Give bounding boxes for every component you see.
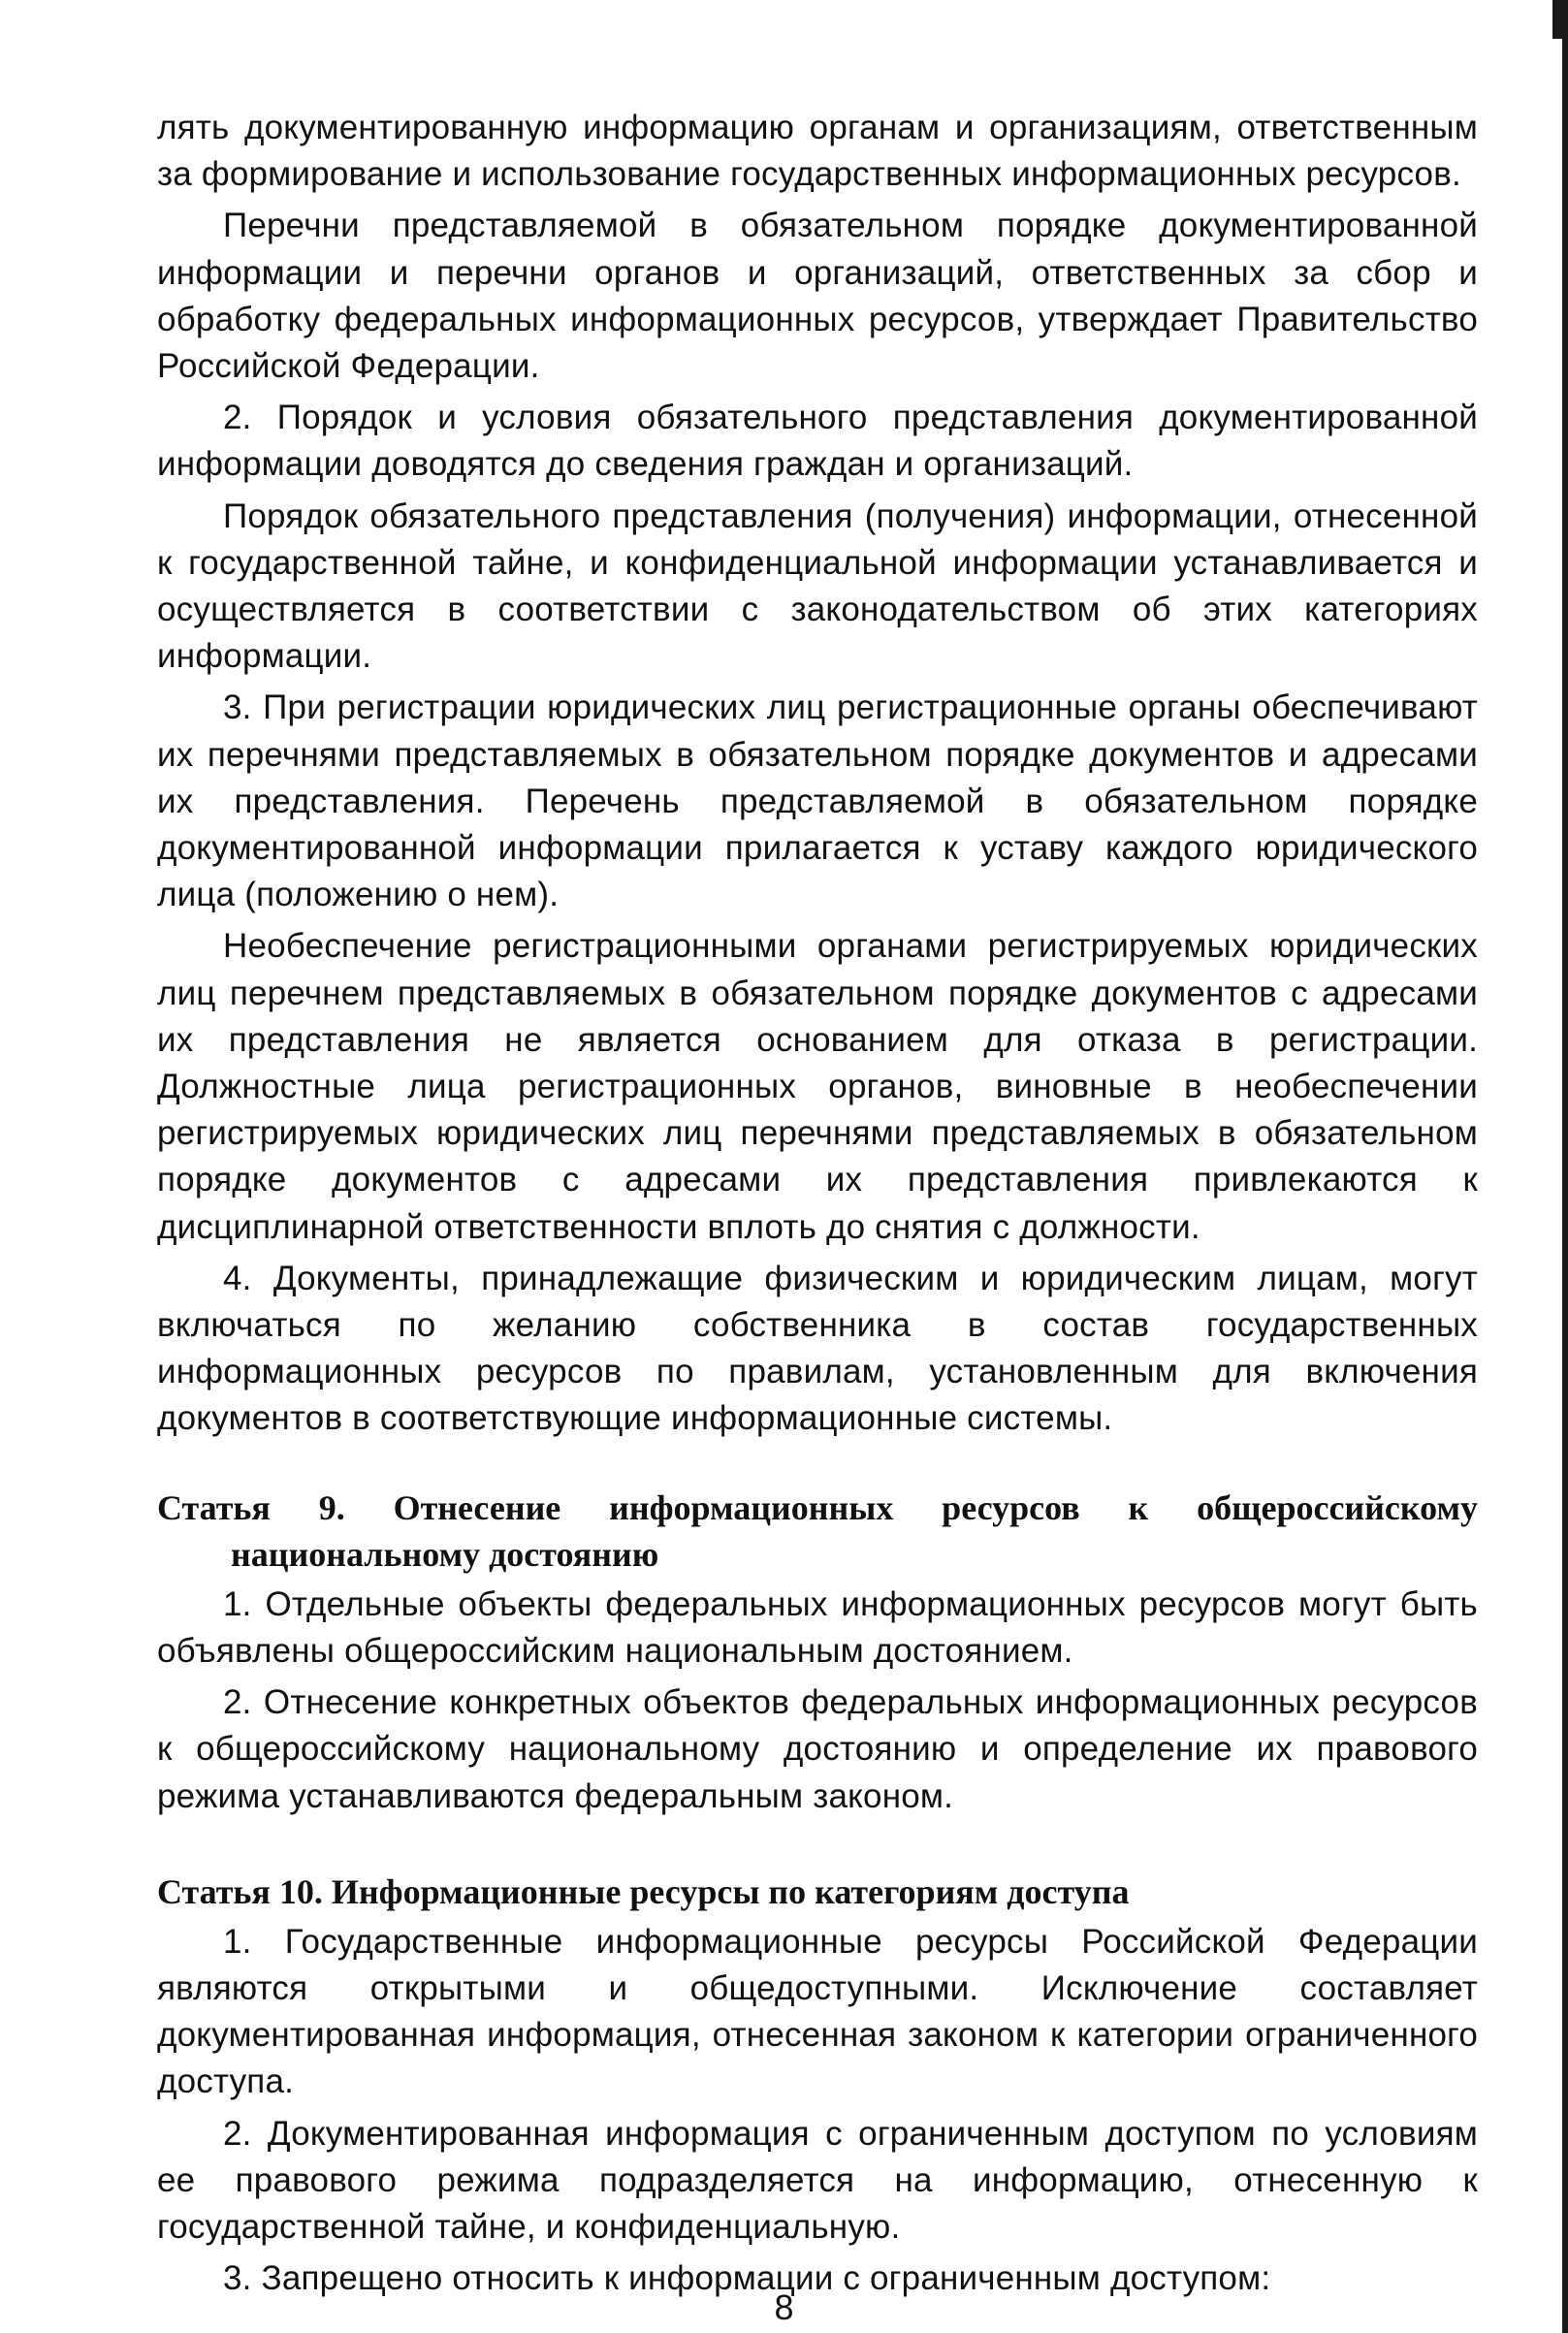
article-10-heading: Статья 10. Информационные ресурсы по категориям доступа	[157, 1871, 1130, 1911]
article-10-body	[157, 1919, 1478, 2303]
page-number: 8	[774, 2287, 794, 2327]
document-page	[157, 105, 1478, 2307]
paragraph: 3. Запрещено относить к информации с ограниченным доступом:	[223, 2259, 1271, 2298]
body-text-top	[157, 105, 1478, 1443]
scan-border	[1562, 0, 1568, 2333]
paragraph: Необеспечение регистрационными органами регистрируемых юридических лиц перечнем представляемых в обязательном порядке документов с адресами их представления не является основанием для отказа в регистрации. Должностные лица регистрационных органов, виновные в необеспечении регистрируемых юридических лиц перечнями представляемых в обязательном порядке документов с адресами их представления привлекаются к дисциплинарной ответственности вплоть до снятия с должности.	[157, 927, 1478, 1246]
paragraph: лять документированную информацию органам и организациям, ответственным за формирование и использование государственных информационных ресурсов.	[157, 109, 1478, 194]
paragraph: 4. Документы, принадлежащие физическим и юридическим лицам, могут включаться по желанию собственника в состав государственных информационных ресурсов по правилам, установленным для включения документов в соответствующие информационные системы.	[157, 1259, 1478, 1438]
article-9-body	[157, 1582, 1478, 1820]
paragraph: 2. Документированная информация с ограниченным доступом по условиям ее правового режима подразделяется на информацию, отнесенную к государственной тайне, и конфиденциальную.	[157, 2114, 1478, 2246]
scan-border-corner	[1552, 0, 1562, 39]
paragraph: 1. Государственные информационные ресурсы Российской Федерации являются открытыми и общедоступными. Исключение составляет документированная информация, отнесенная законом к категории ограниченного доступа.	[157, 1922, 1478, 2101]
paragraph: 2. Порядок и условия обязательного представления документированной информации доводятся до сведения граждан и организаций.	[157, 399, 1478, 484]
paragraph: 1. Отдельные объекты федеральных информационных ресурсов могут быть объявлены общероссийским национальным достоянием.	[157, 1584, 1478, 1670]
paragraph: Перечни представляемой в обязательном порядке документированной информации и перечни органов и организаций, ответственных за сбор и обработку федеральных информационных ресурсов, утверждает Правительство Российской Федерации.	[157, 207, 1478, 386]
paragraph: Порядок обязательного представления (получения) информации, отнесенной к государственной тайне, и конфиденциальной информации устанавливается и осуществляется в соответствии с законодательством об этих категориях информации.	[157, 496, 1478, 676]
paragraph: 3. При регистрации юридических лиц регистрационные органы обеспечивают их перечнями представляемых в обязательном порядке документов и адресами их представления. Перечень представляемой в обязательном порядке документированной информации прилагается к уставу каждого юридического лица (положению о нем).	[157, 688, 1478, 914]
paragraph: 2. Отнесение конкретных объектов федеральных информационных ресурсов к общероссийскому национальному достоянию и определение их правового режима устанавливаются федеральным законом.	[157, 1683, 1478, 1815]
article-9-heading: Статья 9. Отнесение информационных ресурсов к общероссийскому национальному достоянию	[157, 1487, 1478, 1574]
